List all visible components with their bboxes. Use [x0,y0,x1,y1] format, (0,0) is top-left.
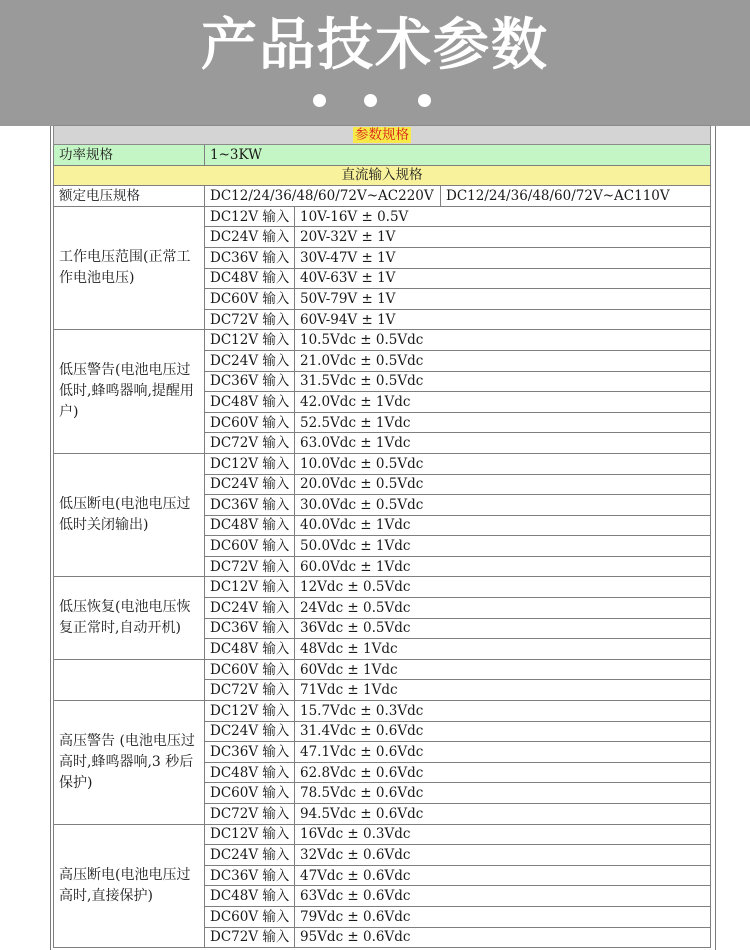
input-voltage: DC60V 输入 [205,536,295,557]
input-voltage: DC12V 输入 [205,577,295,598]
input-voltage: DC48V 输入 [205,268,295,289]
input-voltage: DC12V 输入 [205,453,295,474]
input-voltage: DC12V 输入 [205,701,295,722]
voltage-value: 31.5Vdc ± 0.5Vdc [295,371,711,392]
input-voltage: DC60V 输入 [205,412,295,433]
spec-table [53,125,711,948]
table-row [54,330,711,351]
input-voltage: DC60V 输入 [205,289,295,310]
voltage-value: 24Vdc ± 0.5Vdc [295,598,711,619]
voltage-value: 40V-63V ± 1V [295,268,711,289]
input-voltage: DC72V 输入 [205,309,295,330]
param-title-row [54,126,711,145]
rated-value-110: DC12/24/36/48/60/72V~AC110V [441,186,711,207]
voltage-value: 16Vdc ± 0.3Vdc [295,824,711,845]
input-voltage: DC12V 输入 [205,206,295,227]
input-voltage: DC60V 输入 [205,906,295,927]
table-row [54,577,711,598]
input-voltage: DC12V 输入 [205,824,295,845]
voltage-value: 50.0Vdc ± 1Vdc [295,536,711,557]
voltage-value: 60Vdc ± 1Vdc [295,659,711,680]
input-voltage: DC36V 输入 [205,495,295,516]
voltage-value: 32Vdc ± 0.6Vdc [295,845,711,866]
voltage-value: 30.0Vdc ± 0.5Vdc [295,495,711,516]
banner [0,0,750,126]
voltage-value: 10.5Vdc ± 0.5Vdc [295,330,711,351]
table-row [54,701,711,722]
input-voltage: DC36V 输入 [205,247,295,268]
power-value: 1~3KW [205,145,711,166]
input-voltage: DC48V 输入 [205,886,295,907]
input-voltage: DC24V 输入 [205,721,295,742]
input-voltage: DC48V 输入 [205,762,295,783]
input-voltage: DC36V 输入 [205,865,295,886]
input-voltage: DC60V 输入 [205,783,295,804]
param-title-cell [54,126,711,145]
table-row [54,206,711,227]
rated-label: 额定电压规格 [54,186,205,207]
banner-title: 产品技术参数 [201,13,549,78]
dot-indicator[interactable] [364,94,377,107]
input-voltage: DC24V 输入 [205,474,295,495]
voltage-value: 36Vdc ± 0.5Vdc [295,618,711,639]
voltage-value: 21.0Vdc ± 0.5Vdc [295,350,711,371]
group-label: 低压断电(电池电压过低时关闭输出) [54,453,205,577]
power-label: 功率规格 [54,145,205,166]
input-voltage: DC36V 输入 [205,371,295,392]
voltage-value: 31.4Vdc ± 0.6Vdc [295,721,711,742]
voltage-value: 52.5Vdc ± 1Vdc [295,412,711,433]
voltage-value: 63.0Vdc ± 1Vdc [295,433,711,454]
voltage-value: 60V-94V ± 1V [295,309,711,330]
group-label: 工作电压范围(正常工作电池电压) [54,206,205,330]
input-voltage: DC24V 输入 [205,350,295,371]
input-voltage: DC36V 输入 [205,742,295,763]
input-voltage: DC72V 输入 [205,556,295,577]
input-voltage: DC72V 输入 [205,804,295,825]
input-voltage: DC24V 输入 [205,845,295,866]
voltage-value: 20.0Vdc ± 0.5Vdc [295,474,711,495]
voltage-value: 40.0Vdc ± 1Vdc [295,515,711,536]
input-voltage: DC36V 输入 [205,618,295,639]
voltage-value: 47Vdc ± 0.6Vdc [295,865,711,886]
rated-value-220: DC12/24/36/48/60/72V~AC220V [205,186,441,207]
input-voltage: DC12V 输入 [205,330,295,351]
table-row [54,453,711,474]
dot-indicator[interactable] [313,94,326,107]
pagination-dots [0,94,750,108]
group-label: 低压警告(电池电压过低时,蜂鸣器响,提醒用户) [54,330,205,454]
voltage-value: 42.0Vdc ± 1Vdc [295,392,711,413]
input-voltage: DC72V 输入 [205,433,295,454]
group-label: 低压恢复(电池电压恢复正常时,自动开机) [54,577,205,659]
voltage-value: 94.5Vdc ± 0.6Vdc [295,804,711,825]
voltage-value: 50V-79V ± 1V [295,289,711,310]
param-title: 参数规格 [355,127,409,143]
voltage-value: 15.7Vdc ± 0.3Vdc [295,701,711,722]
voltage-value: 30V-47V ± 1V [295,247,711,268]
voltage-value: 78.5Vdc ± 0.6Vdc [295,783,711,804]
input-voltage: DC24V 输入 [205,598,295,619]
dot-indicator[interactable] [418,94,431,107]
voltage-value: 60.0Vdc ± 1Vdc [295,556,711,577]
input-voltage: DC72V 输入 [205,927,295,948]
input-voltage: DC24V 输入 [205,227,295,248]
voltage-value: 12Vdc ± 0.5Vdc [295,577,711,598]
voltage-value: 10.0Vdc ± 0.5Vdc [295,453,711,474]
group-label [54,659,205,700]
power-row [54,145,711,166]
input-voltage: DC72V 输入 [205,680,295,701]
section-title: 直流输入规格 [54,165,711,186]
voltage-value: 20V-32V ± 1V [295,227,711,248]
section-row [54,165,711,186]
group-label: 高压断电(电池电压过高时,直接保护) [54,824,205,948]
voltage-value: 48Vdc ± 1Vdc [295,639,711,660]
voltage-value: 47.1Vdc ± 0.6Vdc [295,742,711,763]
group-label: 高压警告 (电池电压过高时,蜂鸣器响,3 秒后保护) [54,701,205,825]
voltage-value: 10V-16V ± 0.5V [295,206,711,227]
voltage-value: 79Vdc ± 0.6Vdc [295,906,711,927]
voltage-value: 95Vdc ± 0.6Vdc [295,927,711,948]
voltage-value: 63Vdc ± 0.6Vdc [295,886,711,907]
rated-row [54,186,711,207]
voltage-value: 71Vdc ± 1Vdc [295,680,711,701]
table-row [54,824,711,845]
input-voltage: DC48V 输入 [205,639,295,660]
input-voltage: DC48V 输入 [205,515,295,536]
voltage-value: 62.8Vdc ± 0.6Vdc [295,762,711,783]
table-row [54,659,711,680]
input-voltage: DC48V 输入 [205,392,295,413]
input-voltage: DC60V 输入 [205,659,295,680]
